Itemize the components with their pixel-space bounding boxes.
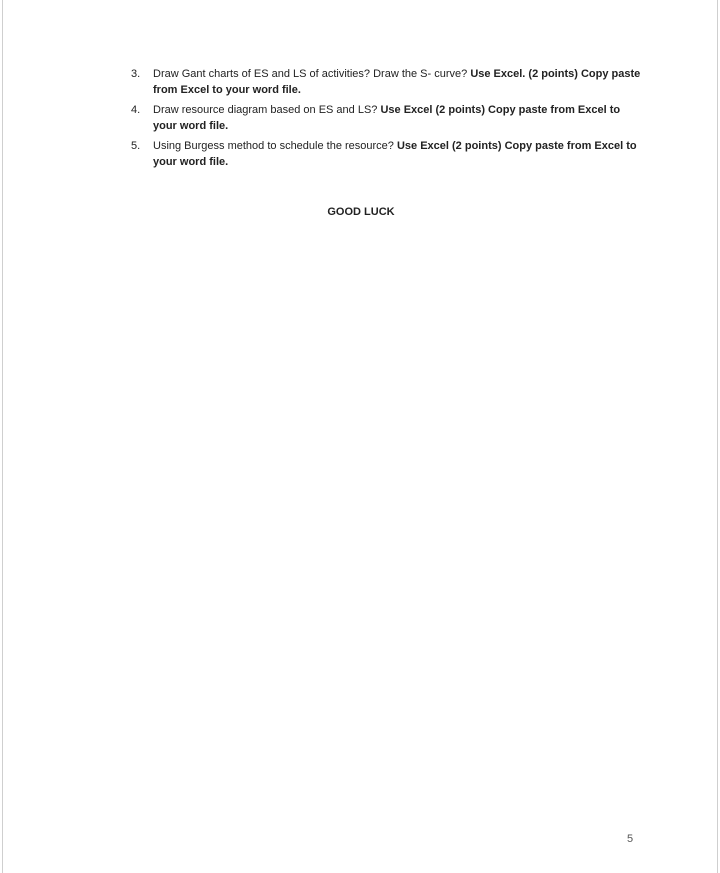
page-number: 5 (627, 833, 634, 845)
question-text: Draw resource diagram based on ES and LS? (153, 104, 381, 116)
question-item (131, 138, 643, 170)
question-body (153, 102, 643, 134)
closing-text: GOOD LUCK (327, 206, 395, 218)
question-instruction: Use Excel (2 points) Copy paste from Excel to your word file. (153, 104, 621, 132)
question-number: 3. (131, 68, 141, 80)
question-item (131, 66, 643, 98)
question-number: 4. (131, 104, 141, 116)
document-page (2, 0, 718, 873)
question-list (131, 66, 643, 174)
question-text: Draw Gant charts of ES and LS of activities? Draw the S- curve? (153, 68, 471, 80)
question-number: 5. (131, 140, 141, 152)
question-item (131, 102, 643, 134)
question-body (153, 66, 643, 98)
question-text: Using Burgess method to schedule the resource? (153, 140, 397, 152)
question-instruction: Use Excel (2 points) Copy paste from Excel to your word file. (153, 140, 637, 168)
question-body (153, 138, 643, 170)
question-instruction: Use Excel. (2 points) Copy paste from Excel to your word file. (153, 68, 641, 96)
